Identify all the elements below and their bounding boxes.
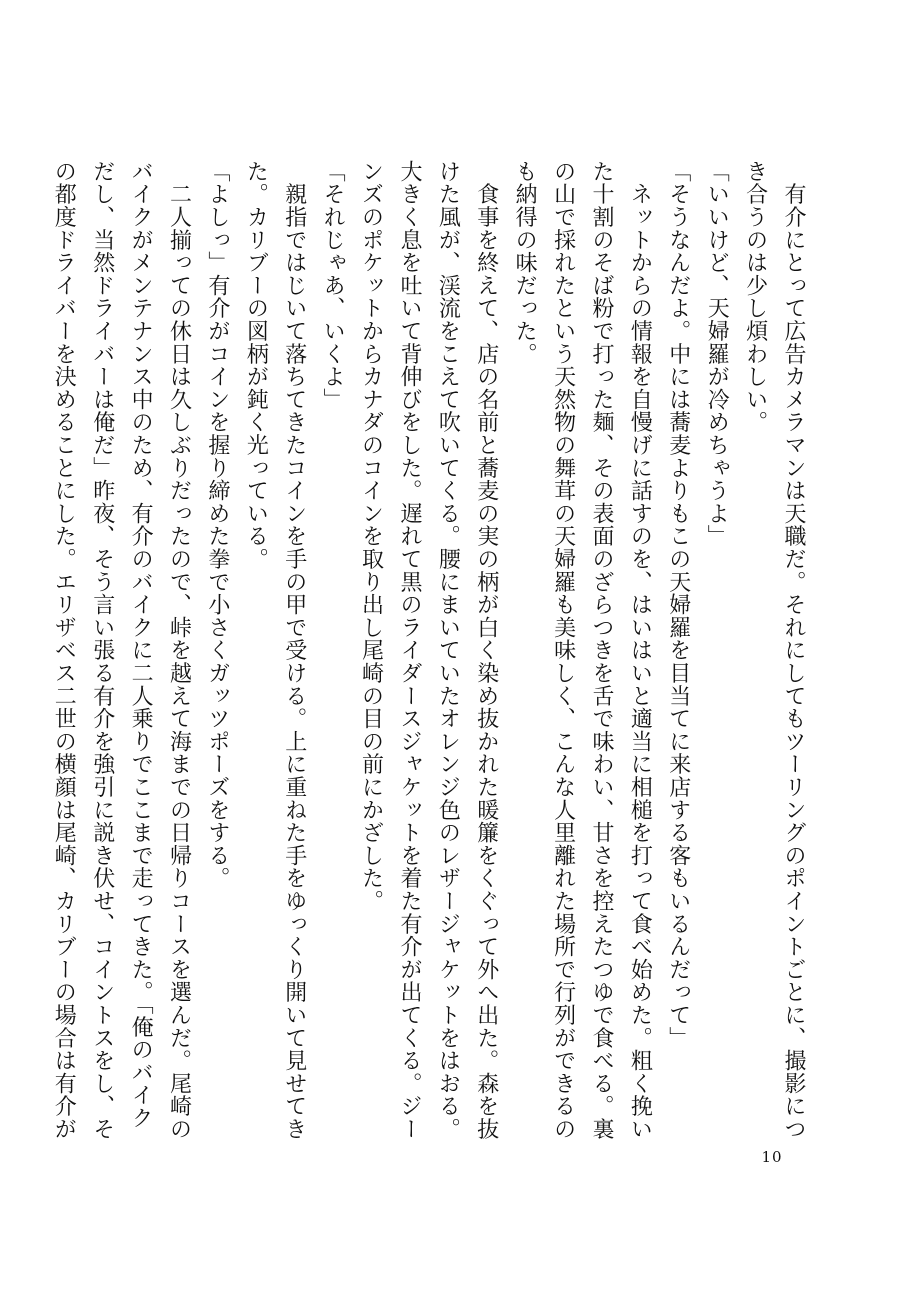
text-line: た十割のそば粉で打った麺、その表面のざらつきを舌で味わい、甘さを控えたつゆで食べる。裏 xyxy=(588,160,614,1141)
text-line: 「そうなんだよ。中には蕎麦よりもこの天婦羅を目当てに来店する客もいるんだって」 xyxy=(665,160,691,1050)
text-line: 有介にとって広告カメラマンは天職だ。それにしてもツーリングのポイントごとに、撮影につ xyxy=(781,160,806,1141)
text-line: 「よしっ」有介がコインを握り締めた拳で小さくガッツポーズをする。 xyxy=(204,160,230,890)
text-line: き合うのは少し煩わしい。 xyxy=(742,160,768,434)
text-line: だし、当然ドライバーは俺だ」昨夜、そう言い張る有介を強引に説き伏せ、コイントスをし、そ xyxy=(89,160,115,1141)
text-line: の都度ドライバーを決めることにした。エリザベス二世の横顔は尾崎、カリブーの場合は有介が xyxy=(51,160,77,1141)
text-line: た。カリブーの図柄が鈍く光っている。 xyxy=(243,160,269,571)
text-line: けた風が、渓流をこえて吹いてくる。腰にまいていたオレンジ色のレザージャケットをはおる。 xyxy=(435,160,461,1141)
text-line: バイクがメンテナンス中のため、有介のバイクに二人乗りでここまで走ってきた。「俺のバイク xyxy=(128,160,154,1130)
text-line: も納得の味だった。 xyxy=(512,160,538,366)
text-line: ネットからの情報を自慢げに話すのを、はいはいと適当に相槌を打って食べ始めた。粗く挽い xyxy=(627,160,653,1141)
page-number: 10 xyxy=(761,1148,783,1166)
text-line: の山で採れたという天然物の舞茸の天婦羅も美味しく、こんな人里離れた場所で行列ができるの xyxy=(550,160,576,1141)
text-line: ンズのポケットからカナダのコインを取り出し尾崎の目の前にかざした。 xyxy=(358,160,384,913)
text-line: 二人揃っての休日は久しぶりだったので、峠を越えて海までの日帰りコースを選んだ。尾崎の xyxy=(166,160,192,1141)
text-line: 食事を終えて、店の名前と蕎麦の実の柄が白く染め抜かれた暖簾をくぐって外へ出た。森を抜 xyxy=(473,160,499,1141)
text-line: 「それじゃあ、いくよ」 xyxy=(320,160,346,411)
text-line: 「いいけど、天婦羅が冷めちゃうよ」 xyxy=(704,160,730,548)
body-text xyxy=(51,160,812,1141)
text-line: 親指ではじいて落ちてきたコインを手の甲で受ける。上に重ねた手をゆっくり開いて見せてき xyxy=(281,160,307,1141)
text-line: 大きく息を吐いて背伸びをした。遅れて黒のライダースジャケットを着た有介が出てくる。ジー xyxy=(396,160,422,1141)
